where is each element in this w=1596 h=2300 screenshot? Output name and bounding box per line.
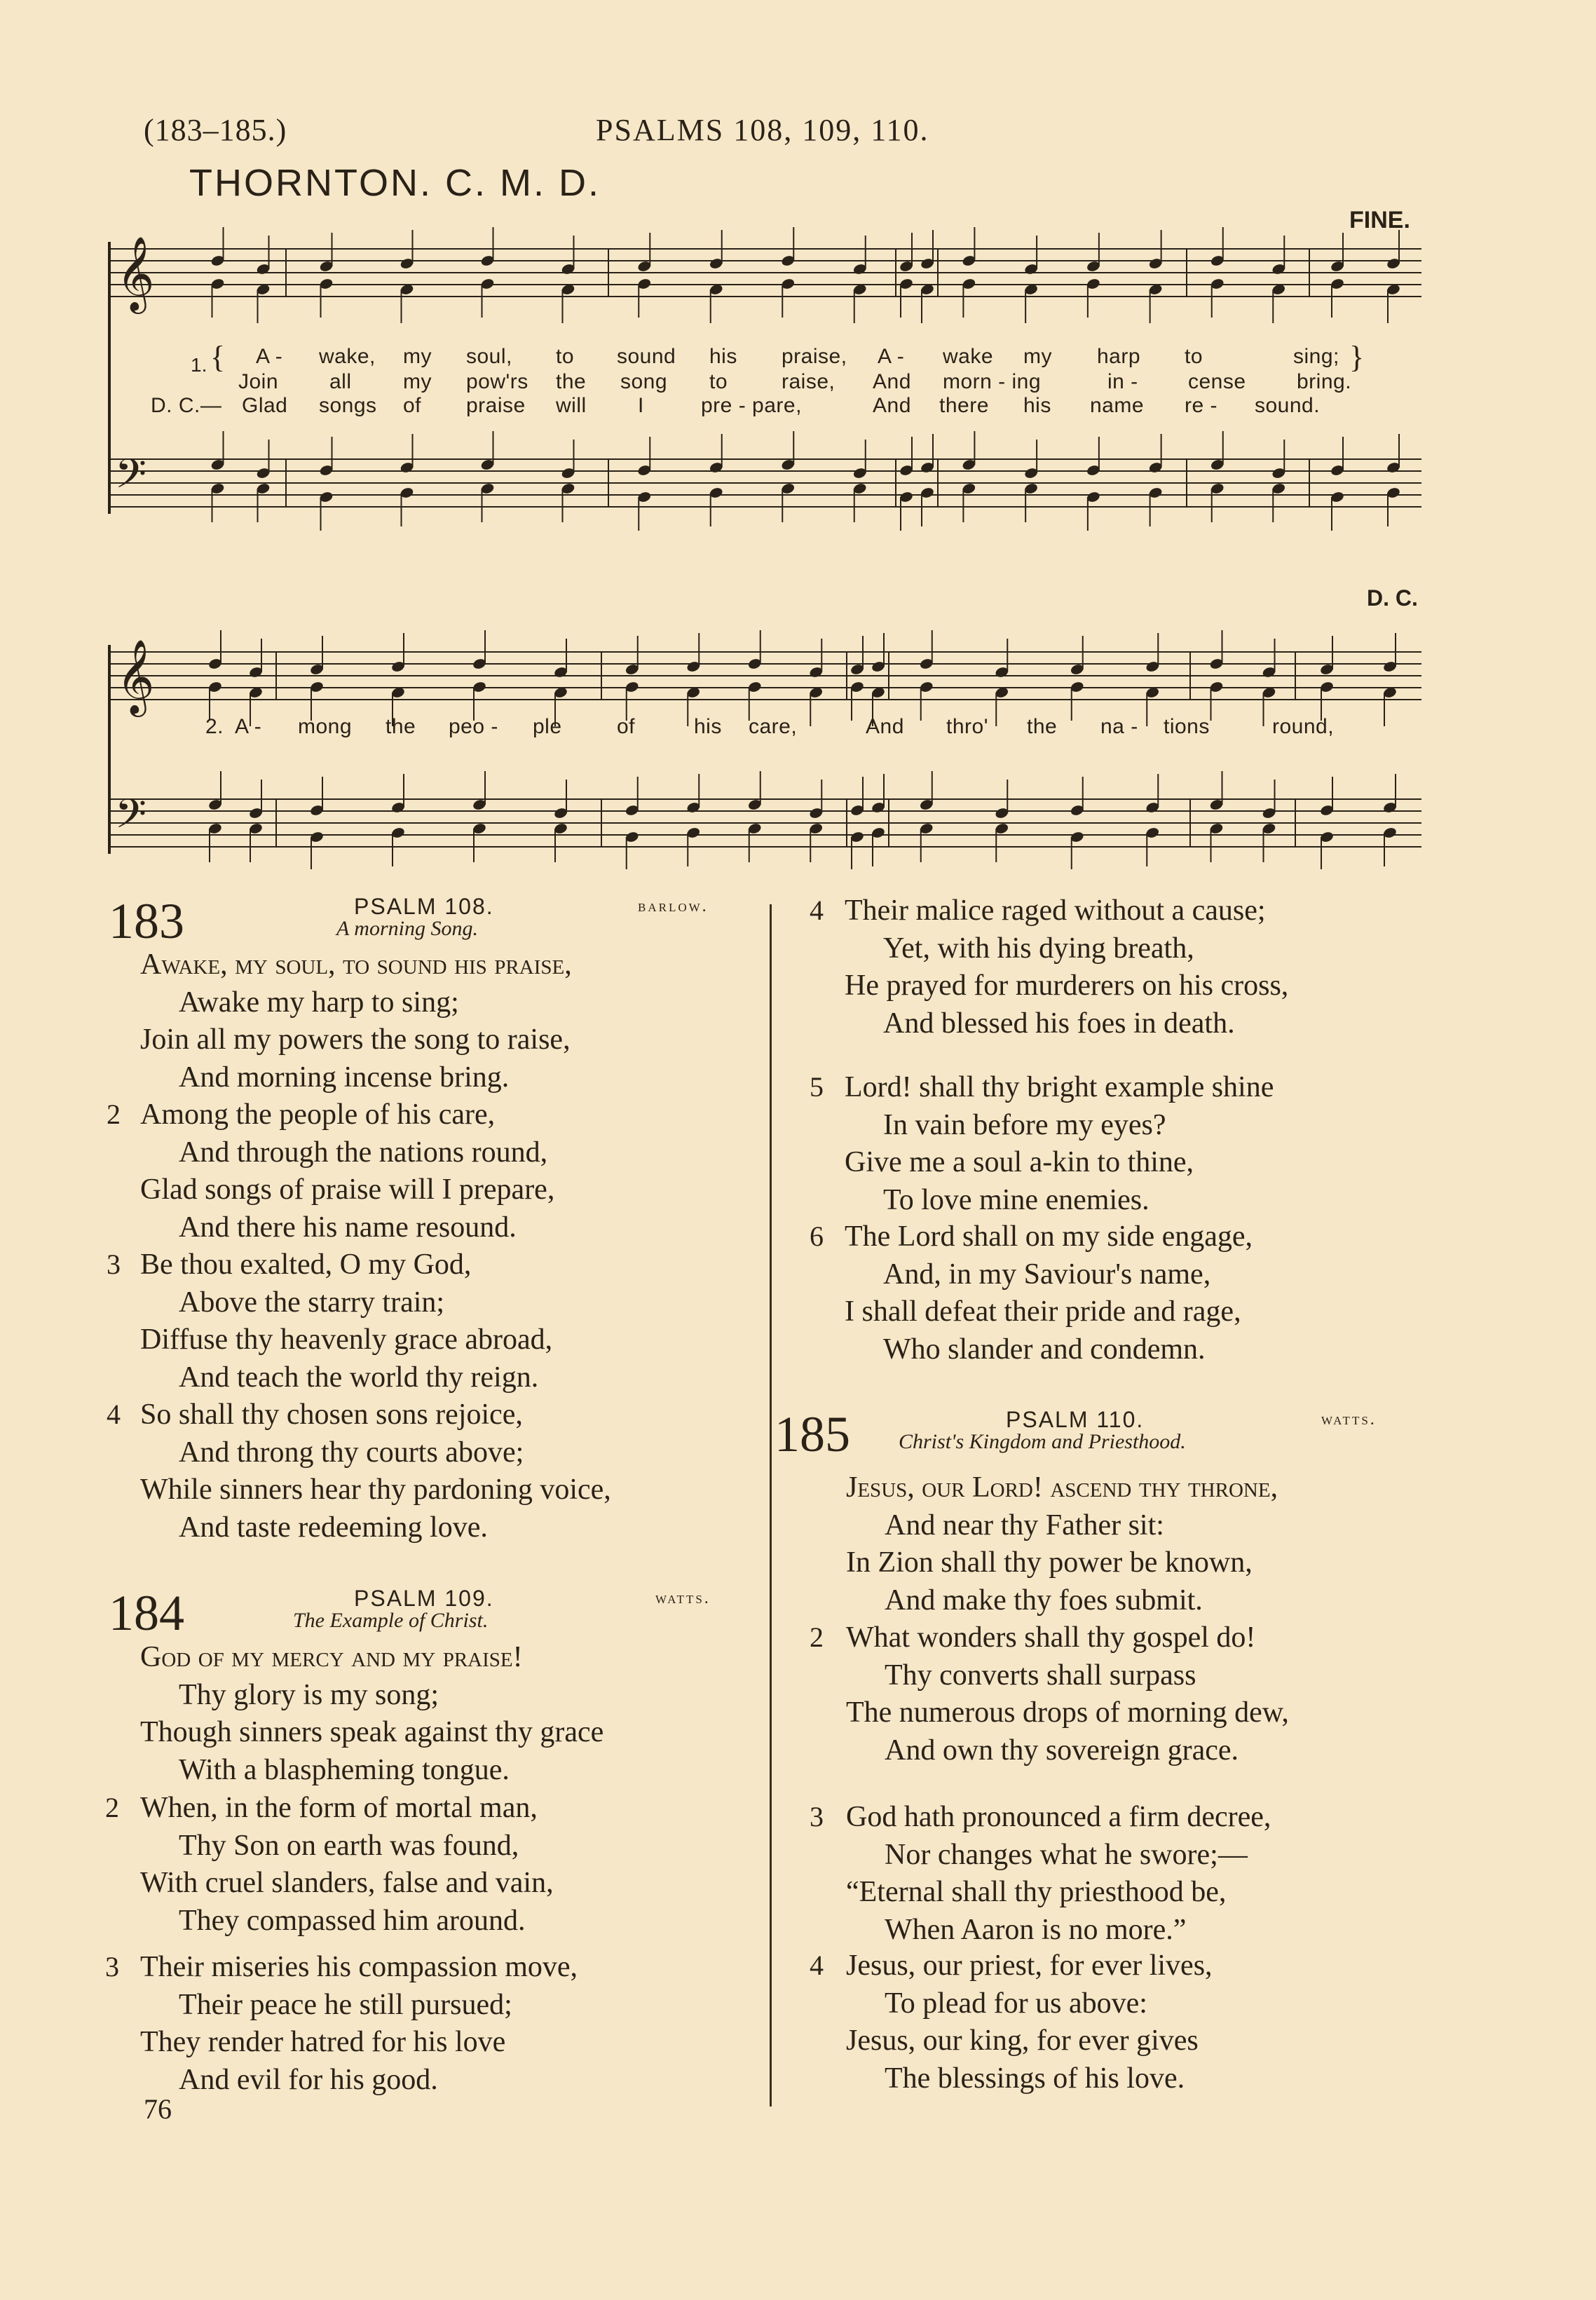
hymn-line: And taste redeeming love. xyxy=(179,1511,488,1544)
hymn-line: And there his name resound. xyxy=(179,1211,517,1244)
stanza-number: 6 xyxy=(810,1220,824,1252)
lyric-syllable: harp xyxy=(1097,345,1141,368)
tune-title: THORNTON. C. M. D. xyxy=(189,162,601,204)
lyric-syllable: his xyxy=(694,715,722,738)
lyric-syllable: cense xyxy=(1188,370,1246,393)
hymn-line: And teach the world thy reign. xyxy=(179,1361,539,1394)
stanza-number: 3 xyxy=(810,1801,824,1832)
hymn-line: What wonders shall thy gospel do! xyxy=(846,1621,1256,1654)
psalm-subtitle: A morning Song. xyxy=(336,917,478,940)
lyric-syllable: in - xyxy=(1107,370,1138,393)
lyric-syllable: song xyxy=(620,370,668,393)
psalm-author: barlow. xyxy=(638,897,709,916)
hymn-line: Diffuse thy heavenly grace abroad, xyxy=(140,1323,553,1356)
psalm-title: PSALM 110. xyxy=(1006,1407,1145,1432)
lyric-syllable: his xyxy=(1023,394,1051,417)
hymn-line: When Aaron is no more.” xyxy=(885,1913,1187,1946)
lyric-syllable: the xyxy=(556,370,587,393)
lyric-syllable: the xyxy=(386,715,416,738)
hymn-line: Among the people of his care, xyxy=(140,1098,496,1131)
lyric-syllable: praise, xyxy=(782,345,847,368)
hymn-line: Their miseries his compassion move, xyxy=(140,1951,578,1983)
hymn-line: He prayed for murderers on his cross, xyxy=(845,969,1289,1002)
psalm-number: 185 xyxy=(775,1406,850,1462)
lyric-syllable: re - xyxy=(1185,394,1218,417)
stanza-number: 3 xyxy=(107,1248,121,1280)
psalm-subtitle: Christ's Kingdom and Priesthood. xyxy=(899,1430,1186,1453)
lyric-syllable: And xyxy=(873,370,911,393)
hymn-line: Join all my powers the song to raise, xyxy=(140,1023,571,1056)
hymn-line: With a blaspheming tongue. xyxy=(179,1753,510,1786)
hymn-line: Jesus, our priest, for ever lives, xyxy=(846,1949,1213,1982)
hymn-line: Awake, my soul, to sound his praise, xyxy=(140,948,572,981)
hymn-line: God of my mercy and my praise! xyxy=(140,1641,523,1673)
hymn-line: Be thou exalted, O my God, xyxy=(140,1248,472,1281)
hymn-line: Give me a soul a-kin to thine, xyxy=(845,1146,1194,1178)
hymn-line: So shall thy chosen sons rejoice, xyxy=(140,1399,523,1431)
lyric-syllable: morn - ing xyxy=(943,370,1042,393)
hymn-line: Glad songs of praise will I prepare, xyxy=(140,1173,555,1206)
lyric-syllable: And xyxy=(873,394,911,417)
lyric-syllable: my xyxy=(403,345,432,368)
lyric-syllable: there xyxy=(939,394,989,417)
psalm-title: PSALM 108. xyxy=(354,894,494,919)
hymn-line: God hath pronounced a firm decree, xyxy=(846,1801,1271,1833)
lyric-syllable: will xyxy=(556,394,587,417)
column-divider xyxy=(770,904,772,2107)
psalm-author: watts. xyxy=(1321,1410,1377,1429)
hymn-line: Thy glory is my song; xyxy=(179,1678,439,1711)
lyric-syllable: wake, xyxy=(319,345,376,368)
hymn-line: And blessed his foes in death. xyxy=(883,1007,1235,1040)
fine-mark: FINE. xyxy=(1349,207,1410,233)
stanza-number: 2 xyxy=(810,1621,824,1653)
header-range: (183–185.) xyxy=(144,113,287,147)
hymn-line: Their peace he still pursued; xyxy=(179,1988,512,2021)
lyric-syllable: my xyxy=(1023,345,1052,368)
hymn-line: In vain before my eyes? xyxy=(883,1108,1166,1141)
lyric-syllable: his xyxy=(709,345,737,368)
hymn-line: The numerous drops of morning dew, xyxy=(846,1696,1289,1729)
stanza-number: 2 xyxy=(107,1098,121,1130)
lyric-syllable: I xyxy=(638,394,644,417)
dc-label: D. C.— xyxy=(151,394,222,417)
hymn-line: Who slander and condemn. xyxy=(883,1333,1206,1366)
hymn-line: The Lord shall on my side engage, xyxy=(845,1220,1253,1253)
lyric-syllable: name xyxy=(1090,394,1145,417)
hymn-line: And throng thy courts above; xyxy=(179,1436,524,1469)
hymn-line: The blessings of his love. xyxy=(885,2062,1185,2095)
hymn-line: And, in my Saviour's name, xyxy=(883,1258,1211,1291)
psalm-author: watts. xyxy=(655,1589,711,1607)
lyric-syllable: A - xyxy=(256,345,283,368)
hymn-line: Above the starry train; xyxy=(179,1286,445,1319)
hymn-line: And near thy Father sit: xyxy=(885,1509,1164,1542)
treble-clef: 𝄞 xyxy=(116,639,155,714)
hymn-line: And evil for his good. xyxy=(179,2063,438,2096)
lyric-syllable: ple xyxy=(533,715,562,738)
verse-label-2: 2. xyxy=(205,715,224,738)
stanza-number: 3 xyxy=(105,1951,119,1982)
stanza-number: 5 xyxy=(810,1071,824,1103)
brace-right: } xyxy=(1349,340,1365,374)
lyric-syllable: A - xyxy=(878,345,905,368)
hymn-line: Lord! shall thy bright example shine xyxy=(845,1071,1274,1103)
lyric-syllable: of xyxy=(617,715,636,738)
hymn-line: And own thy sovereign grace. xyxy=(885,1734,1239,1767)
psalm-title: PSALM 109. xyxy=(354,1586,494,1611)
hymn-line: Thy converts shall surpass xyxy=(885,1659,1196,1692)
lyric-syllable: of xyxy=(403,394,422,417)
lyric-syllable: raise, xyxy=(782,370,835,393)
brace-left: { xyxy=(210,340,226,374)
lyric-syllable: wake xyxy=(943,345,994,368)
stanza-number: 4 xyxy=(810,894,824,926)
hymn-line: And through the nations round, xyxy=(179,1136,548,1169)
header-title: PSALMS 108, 109, 110. xyxy=(596,113,929,147)
hymn-line: Jesus, our king, for ever gives xyxy=(846,2025,1199,2057)
hymn-line: In Zion shall thy power be known, xyxy=(846,1546,1253,1579)
bass-clef: 𝄢 xyxy=(115,790,147,848)
lyric-syllable: care, xyxy=(749,715,798,738)
hymn-line: Nor changes what he swore;— xyxy=(885,1838,1248,1871)
lyric-syllable: thro' xyxy=(946,715,988,738)
bass-clef: 𝄢 xyxy=(115,450,147,508)
hymn-line: Yet, with his dying breath, xyxy=(883,932,1194,965)
stanza-number: 2 xyxy=(105,1792,119,1823)
psalm-number: 183 xyxy=(109,893,184,949)
psalm-number: 184 xyxy=(109,1585,184,1641)
hymn-line: To love mine enemies. xyxy=(883,1183,1150,1216)
hymn-line: “Eternal shall thy priesthood be, xyxy=(846,1876,1227,1908)
lyric-syllable: mong xyxy=(298,715,353,738)
lyric-syllable: tions xyxy=(1164,715,1210,738)
lyric-syllable: to xyxy=(556,345,575,368)
hymn-line: While sinners hear thy pardoning voice, xyxy=(140,1474,611,1506)
lyric-syllable: sound xyxy=(617,345,676,368)
hymn-line: They render hatred for his love xyxy=(140,2026,506,2058)
hymn-line: Thy Son on earth was found, xyxy=(179,1829,519,1862)
treble-clef: 𝄞 xyxy=(116,236,155,311)
lyric-syllable: sing; xyxy=(1293,345,1339,368)
lyric-syllable: Glad xyxy=(242,394,288,417)
lyric-syllable: the xyxy=(1027,715,1058,738)
verse-label-1: 1. xyxy=(191,354,207,376)
lyric-syllable: soul, xyxy=(466,345,512,368)
lyric-syllable: round, xyxy=(1272,715,1335,738)
stanza-number: 4 xyxy=(810,1949,824,1981)
lyric-syllable: all xyxy=(329,370,352,393)
lyric-syllable: my xyxy=(403,370,432,393)
hymn-line: Though sinners speak against thy grace xyxy=(140,1716,604,1748)
dc-mark: D. C. xyxy=(1367,585,1418,611)
lyric-syllable: to xyxy=(1185,345,1203,368)
lyric-syllable: Join xyxy=(238,370,279,393)
hymn-line: They compassed him around. xyxy=(179,1904,526,1937)
hymn-line: And make thy foes submit. xyxy=(885,1584,1203,1617)
lyric-syllable: pow'rs xyxy=(466,370,528,393)
hymn-line: Their malice raged without a cause; xyxy=(845,894,1266,927)
lyric-syllable: And xyxy=(866,715,904,738)
hymn-line: And morning incense bring. xyxy=(179,1061,510,1094)
lyric-syllable: sound. xyxy=(1255,394,1321,417)
lyric-syllable: bring. xyxy=(1297,370,1352,393)
lyric-syllable: na - xyxy=(1100,715,1138,738)
hymn-line: To plead for us above: xyxy=(885,1987,1147,2020)
hymn-line: I shall defeat their pride and rage, xyxy=(845,1295,1241,1328)
lyric-syllable: A - xyxy=(235,715,262,738)
lyric-syllable: to xyxy=(709,370,728,393)
hymn-line: With cruel slanders, false and vain, xyxy=(140,1867,554,1899)
stanza-number: 4 xyxy=(107,1399,121,1430)
hymn-line: When, in the form of mortal man, xyxy=(140,1792,538,1824)
hymn-line: Jesus, our Lord! ascend thy throne, xyxy=(846,1471,1278,1504)
hymn-line: Awake my harp to sing; xyxy=(179,986,459,1019)
lyric-syllable: songs xyxy=(319,394,377,417)
lyric-syllable: praise xyxy=(466,394,526,417)
lyric-syllable: peo - xyxy=(449,715,498,738)
psalm-subtitle: The Example of Christ. xyxy=(293,1609,489,1632)
lyric-syllable: pre - pare, xyxy=(701,394,802,417)
page-number: 76 xyxy=(144,2093,172,2125)
